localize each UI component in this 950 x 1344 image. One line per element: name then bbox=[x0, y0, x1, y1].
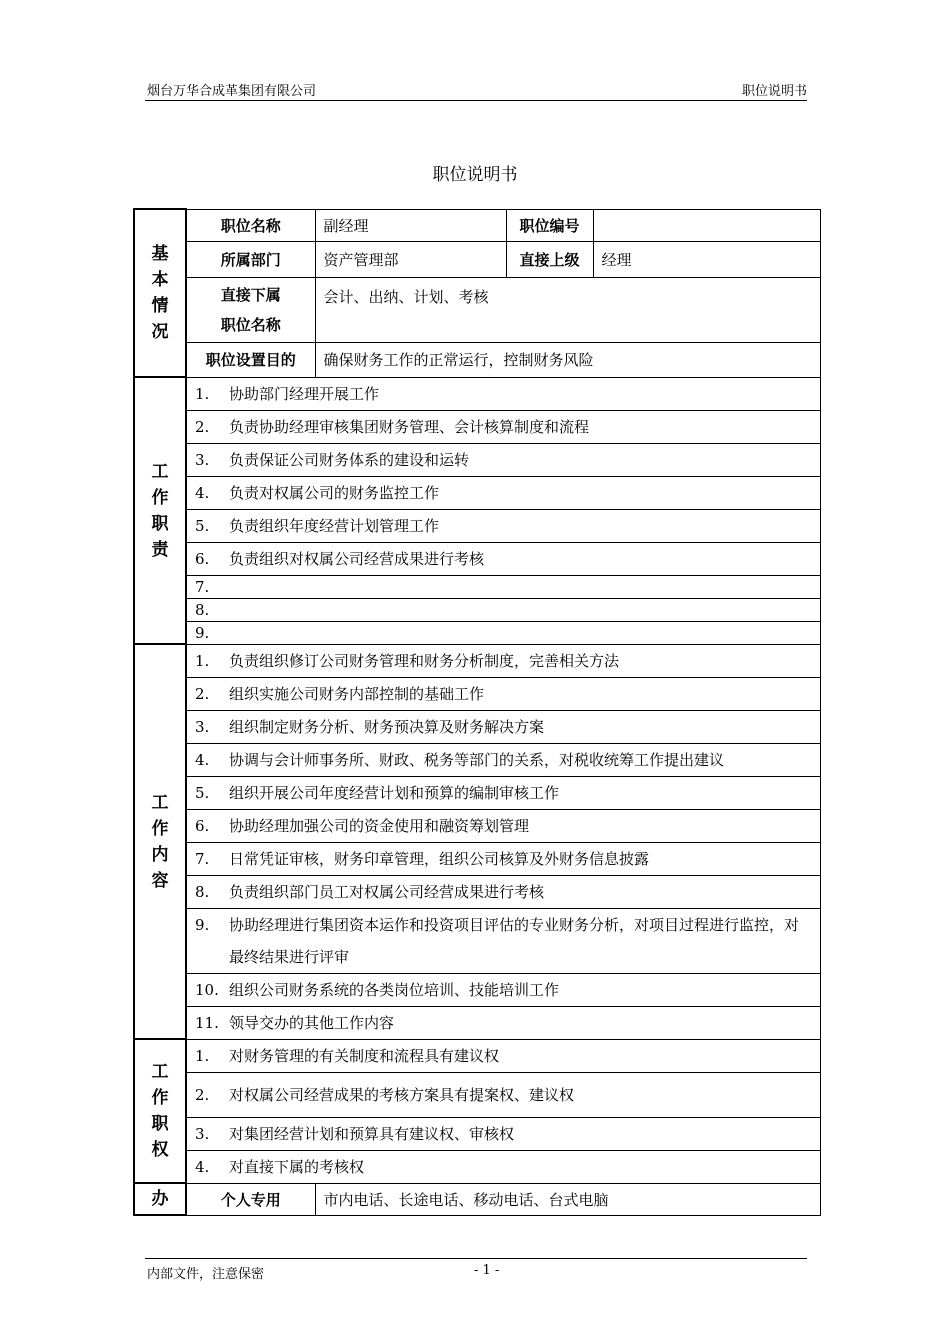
authority-item-number: 3. bbox=[195, 1124, 210, 1143]
duties-item-text: 负责协助经理审核集团财务管理、会计核算制度和流程 bbox=[229, 417, 590, 436]
section-duties bbox=[134, 377, 186, 644]
duties-item-text bbox=[229, 622, 812, 644]
duties-item bbox=[186, 575, 820, 598]
content-item bbox=[186, 1006, 820, 1039]
subordinate-label bbox=[186, 277, 315, 342]
subordinates-value: 会计、出纳、计划、考核 bbox=[315, 277, 820, 342]
content-item bbox=[186, 776, 820, 809]
section-duties-label: 工作职责 bbox=[151, 461, 169, 560]
content-item-text: 日常凭证审核，财务印章管理，组织公司核算及外财务信息披露 bbox=[229, 849, 650, 868]
content-item-text: 协助经理进行集团资本运作和投资项目评估的专业财务分析，对项目过程进行监控，对最终结果进行评审 bbox=[229, 915, 800, 966]
duties-item-text: 负责保证公司财务体系的建设和运转 bbox=[229, 450, 470, 469]
content-item bbox=[186, 809, 820, 842]
content-item-number: 11. bbox=[195, 1013, 219, 1032]
authority-item-text: 对集团经营计划和预算具有建议权、审核权 bbox=[229, 1124, 515, 1143]
section-office: 办 bbox=[134, 1183, 186, 1215]
content-item bbox=[186, 743, 820, 776]
content-item bbox=[186, 677, 820, 710]
position-name-value: 副经理 bbox=[315, 209, 506, 241]
duties-item-number: 4. bbox=[195, 483, 210, 502]
superior-label: 直接上级 bbox=[506, 241, 593, 277]
content-item bbox=[186, 842, 820, 875]
content-item-number: 4. bbox=[195, 750, 210, 769]
duties-item-number: 2. bbox=[195, 417, 210, 436]
content-item-text: 组织实施公司财务内部控制的基础工作 bbox=[229, 684, 485, 703]
content-item-text: 协助经理加强公司的资金使用和融资筹划管理 bbox=[229, 816, 530, 835]
authority-item bbox=[186, 1072, 820, 1117]
section-authority bbox=[134, 1039, 186, 1183]
duties-item-number: 3. bbox=[195, 450, 210, 469]
content-item-number: 5. bbox=[195, 783, 210, 802]
duties-item-number: 8. bbox=[195, 600, 210, 619]
duties-item bbox=[186, 443, 820, 476]
authority-item-text: 对财务管理的有关制度和流程具有建议权 bbox=[229, 1046, 500, 1065]
duties-item bbox=[186, 542, 820, 575]
job-description-table bbox=[133, 208, 821, 1216]
duties-item-text bbox=[229, 599, 812, 621]
duties-item-number: 5. bbox=[195, 516, 210, 535]
section-content-label: 工作内容 bbox=[151, 792, 169, 891]
content-item-number: 3. bbox=[195, 717, 210, 736]
authority-item bbox=[186, 1039, 820, 1072]
content-item-text: 负责组织修订公司财务管理和财务分析制度，完善相关方法 bbox=[229, 651, 620, 670]
content-item bbox=[186, 875, 820, 908]
duties-item bbox=[186, 476, 820, 509]
footer-rule bbox=[145, 1258, 807, 1259]
content-item-text: 组织开展公司年度经营计划和预算的编制审核工作 bbox=[229, 783, 560, 802]
content-item-number: 8. bbox=[195, 882, 210, 901]
personal-use-value: 市内电话、长途电话、移动电话、台式电脑 bbox=[315, 1183, 820, 1215]
content-item-text: 组织公司财务系统的各类岗位培训、技能培训工作 bbox=[229, 980, 560, 999]
content-section bbox=[134, 644, 820, 1039]
section-basic-label: 基本情况 bbox=[151, 244, 169, 342]
duties-item-text bbox=[229, 576, 812, 598]
section-authority-label: 工作职权 bbox=[151, 1062, 169, 1160]
content-item-text: 协调与会计师事务所、财政、税务等部门的关系，对税收统筹工作提出建议 bbox=[229, 750, 725, 769]
content-item-text: 组织制定财务分析、财务预决算及财务解决方案 bbox=[229, 717, 545, 736]
content-item-number: 10. bbox=[195, 980, 219, 999]
authority-item bbox=[186, 1150, 820, 1183]
duties-item-text: 负责组织对权属公司经营成果进行考核 bbox=[229, 549, 485, 568]
duties-item bbox=[186, 598, 820, 621]
duties-item-number: 7. bbox=[195, 577, 210, 596]
content-item-number: 1. bbox=[195, 651, 210, 670]
duties-item bbox=[186, 377, 820, 410]
content-item bbox=[186, 710, 820, 743]
duties-item-text: 负责组织年度经营计划管理工作 bbox=[229, 516, 440, 535]
section-basic bbox=[134, 209, 186, 377]
duties-item-number: 9. bbox=[195, 623, 210, 642]
position-name-label: 职位名称 bbox=[186, 209, 315, 241]
header-rule bbox=[145, 100, 807, 101]
content-item bbox=[186, 644, 820, 677]
duties-section bbox=[134, 377, 820, 644]
subordinate-label-line2: 职位名称 bbox=[220, 315, 281, 334]
position-code-label: 职位编号 bbox=[506, 209, 593, 241]
duties-item-text: 协助部门经理开展工作 bbox=[229, 384, 380, 403]
content-item bbox=[186, 973, 820, 1006]
content-item-text: 负责组织部门员工对权属公司经营成果进行考核 bbox=[229, 882, 545, 901]
authority-section bbox=[134, 1039, 820, 1183]
duties-item bbox=[186, 621, 820, 644]
authority-item-text: 对权属公司经营成果的考核方案具有提案权、建议权 bbox=[229, 1085, 575, 1104]
page-title: 职位说明书 bbox=[432, 165, 518, 185]
content-item-number: 2. bbox=[195, 684, 210, 703]
authority-item-number: 4. bbox=[195, 1157, 210, 1176]
purpose-value: 确保财务工作的正常运行，控制财务风险 bbox=[315, 342, 820, 377]
duties-item-number: 6. bbox=[195, 549, 210, 568]
authority-item-number: 2. bbox=[195, 1085, 210, 1104]
page-number: - 1 - bbox=[474, 1263, 500, 1278]
header-doc-type: 职位说明书 bbox=[741, 84, 807, 99]
authority-item-number: 1. bbox=[195, 1046, 210, 1065]
duties-item bbox=[186, 509, 820, 542]
subordinate-label-line1: 直接下属 bbox=[220, 285, 281, 304]
content-item-text: 领导交办的其他工作内容 bbox=[229, 1013, 395, 1032]
duties-item-text: 负责对权属公司的财务监控工作 bbox=[229, 483, 440, 502]
content-item bbox=[186, 908, 820, 973]
personal-use-label: 个人专用 bbox=[186, 1183, 315, 1215]
duties-item bbox=[186, 410, 820, 443]
footer-note: 内部文件，注意保密 bbox=[147, 1267, 265, 1282]
authority-item-text: 对直接下属的考核权 bbox=[229, 1157, 365, 1176]
section-content bbox=[134, 644, 186, 1039]
content-item-number: 6. bbox=[195, 816, 210, 835]
content-item-number: 9. bbox=[195, 915, 210, 934]
position-code-value bbox=[593, 209, 820, 241]
dept-label: 所属部门 bbox=[186, 241, 315, 277]
authority-item bbox=[186, 1117, 820, 1150]
superior-value: 经理 bbox=[593, 241, 820, 277]
content-item-number: 7. bbox=[195, 849, 210, 868]
duties-item-number: 1. bbox=[195, 384, 210, 403]
dept-value: 资产管理部 bbox=[315, 241, 506, 277]
header-company: 烟台万华合成革集团有限公司 bbox=[147, 84, 317, 99]
purpose-label: 职位设置目的 bbox=[186, 342, 315, 377]
